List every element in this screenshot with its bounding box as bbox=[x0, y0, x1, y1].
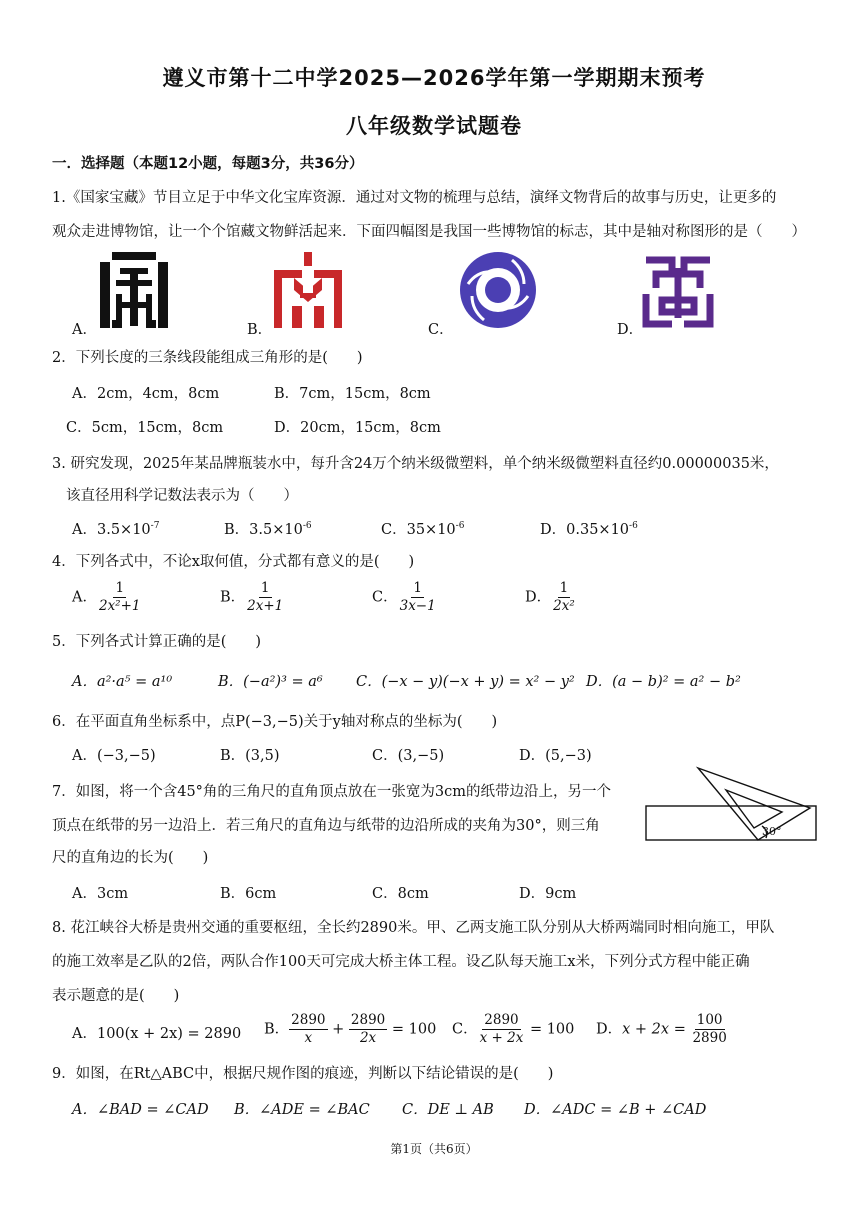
q4-option-d: D． $\frac{1}{\text{2x²}}$ bbox=[525, 580, 575, 614]
q3-option-c: C．$35\times 10^{-6}$ bbox=[381, 521, 465, 538]
q5-stem: 5．下列各式计算正确的是( ) bbox=[52, 634, 262, 650]
q7-angle-label: 30° bbox=[762, 825, 782, 838]
museum-logo-b-icon bbox=[272, 250, 344, 330]
q8-option-a: A．100(x + 2x) = 2890 bbox=[72, 1026, 242, 1042]
page-footer: 第1页（共6页） bbox=[390, 1142, 478, 1156]
exam-subtitle: 八年级数学试题卷 bbox=[346, 114, 522, 138]
q6-stem: 6．在平面直角坐标系中，点P(−3,−5)关于y轴对称点的坐标为( ) bbox=[52, 714, 498, 730]
q2-option-b: B．7cm，15cm，8cm bbox=[274, 386, 431, 402]
q7-option-a: A．3cm bbox=[72, 886, 129, 902]
q8-option-b: B． $\frac{2890}{x}$ + $\frac{2890}{2x}$ = 100 bbox=[264, 1012, 437, 1046]
q7-line1: 7．如图，将一个含45°角的三角尺的直角顶点放在一张宽为3cm的纸带边沿上，另一个 bbox=[52, 784, 612, 800]
q1-label-a: A． bbox=[72, 322, 97, 338]
q8-line2: 的施工效率是乙队的2倍，两队合作100天可完成大桥主体工程。设乙队每天施工x米，下列分式方程中能正确 bbox=[52, 954, 750, 970]
museum-logo-d-icon bbox=[640, 254, 716, 330]
q7-line2: 顶点在纸带的另一边沿上．若三角尺的直角边与纸带的边沿所成的夹角为30°，则三角 bbox=[52, 818, 600, 834]
q9-option-c: C．DE ⊥ AB bbox=[402, 1102, 494, 1118]
q1-label-c: C． bbox=[428, 322, 454, 338]
q4-option-b: B． $\frac{1}{2x+1}$ bbox=[220, 580, 284, 614]
q5-option-a: A．a²·a⁵ = a¹⁰ bbox=[72, 674, 173, 690]
q4-stem: 4．下列各式中，不论x取何值，分式都有意义的是( ) bbox=[52, 554, 415, 570]
q9-option-d: D．∠ADC = ∠B + ∠CAD bbox=[524, 1102, 707, 1118]
q2-option-c: C．5cm，15cm，8cm bbox=[66, 420, 224, 436]
q6-option-d: D．(5,−3) bbox=[519, 748, 592, 764]
q7-option-b: B．6cm bbox=[220, 886, 277, 902]
q8-line3: 表示题意的是( ) bbox=[52, 988, 180, 1004]
q5-option-b: B．(−a²)³ = a⁶ bbox=[218, 674, 323, 690]
q3-line2: 该直径用科学记数法表示为（ ） bbox=[66, 488, 298, 504]
q8-line1: 8. 花江峡谷大桥是贵州交通的重要枢纽，全长约2890米。甲、乙两支施工队分别从大桥两端同时相向施工，甲队 bbox=[52, 920, 775, 936]
q8-option-c: C． $\frac{2890}{x + 2x}$ = 100 bbox=[452, 1012, 575, 1046]
q3-option-b: B．$3.5\times 10^{-6}$ bbox=[224, 521, 312, 538]
q5-option-c: C．(−x − y)(−x + y) = x² − y² bbox=[356, 674, 575, 690]
q2-option-d: D．20cm，15cm，8cm bbox=[274, 420, 441, 436]
q3-line1: 3. 研究发现，2025年某品牌瓶装水中，每升含24万个纳米级微塑料，单个纳米级微塑料直径约0.00000035米， bbox=[52, 456, 779, 472]
q1-label-b: B． bbox=[247, 322, 273, 338]
q1-label-d: D． bbox=[617, 322, 644, 338]
q7-option-d: D．9cm bbox=[519, 886, 577, 902]
section-heading: 一．选择题（本题12小题，每题3分，共36分） bbox=[52, 156, 364, 172]
q4-option-a: A． $\frac{1}{\text{2x²+1}}$ bbox=[72, 580, 141, 614]
exam-title: 遵义市第十二中学2025—2026学年第一学期期末预考 bbox=[162, 66, 706, 90]
q1-line2: 观众走进博物馆，让一个个馆藏文物鲜活起来．下面四幅图是我国一些博物馆的标志，其中是轴对称图形的是（ ） bbox=[52, 224, 806, 240]
q4-option-c: C． $\frac{1}{3x-1}$ bbox=[372, 580, 436, 614]
q7-option-c: C．8cm bbox=[372, 886, 429, 902]
q8-option-d: D．x + 2x = $\frac{100}{2890}$ bbox=[596, 1012, 727, 1046]
q2-stem: 2．下列长度的三条线段能组成三角形的是( ) bbox=[52, 350, 363, 366]
q3-option-d: D．$0.35\times 10^{-6}$ bbox=[540, 521, 638, 538]
q6-option-b: B．(3,5) bbox=[220, 748, 280, 764]
q6-option-a: A．(−3,−5) bbox=[72, 748, 156, 764]
museum-logo-c-icon bbox=[454, 250, 542, 330]
q5-option-d: D．(a − b)² = a² − b² bbox=[586, 674, 741, 690]
museum-logo-a-icon bbox=[98, 250, 170, 330]
q2-option-a: A．2cm，4cm，8cm bbox=[72, 386, 220, 402]
q1-line1: 1.《国家宝藏》节目立足于中华文化宝库资源．通过对文物的梳理与总结，演绎文物背后的故事与历史，让更多的 bbox=[52, 190, 777, 206]
q7-line3: 尺的直角边的长为( ) bbox=[52, 850, 209, 866]
q9-option-a: A．∠BAD = ∠CAD bbox=[72, 1102, 209, 1118]
q9-option-b: B．∠ADE = ∠BAC bbox=[234, 1102, 370, 1118]
q7-triangle-ruler-figure bbox=[642, 764, 822, 844]
q3-option-a: A．$3.5\times 10^{-7}$ bbox=[72, 521, 160, 538]
q6-option-c: C．(3,−5) bbox=[372, 748, 445, 764]
q9-stem: 9．如图，在Rt△ABC中，根据尺规作图的痕迹，判断以下结论错误的是( ) bbox=[52, 1066, 554, 1082]
